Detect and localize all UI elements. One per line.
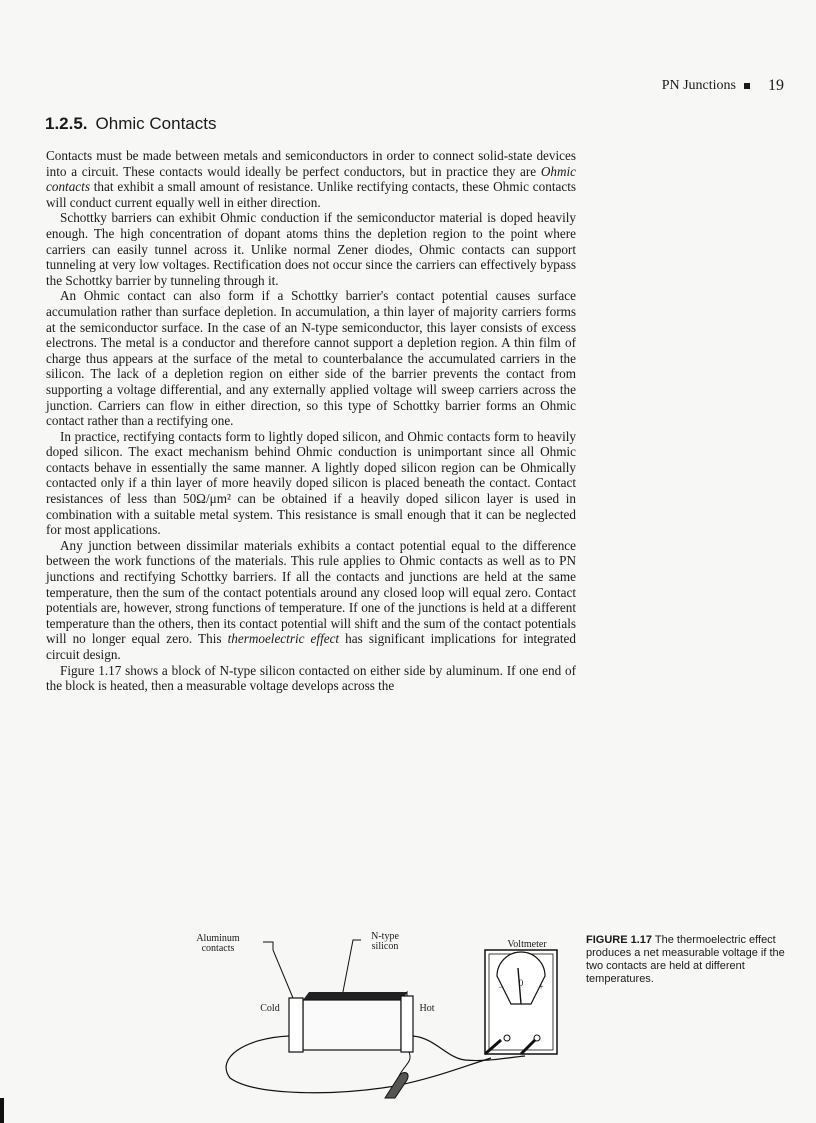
silicon-block-front [303, 1000, 401, 1050]
label-ntype-silicon [365, 932, 405, 952]
label-aluminum: Aluminum [196, 933, 240, 944]
section-number: 1.2.5. [45, 114, 88, 133]
body-text [46, 148, 576, 694]
paragraph-text: Contacts must be made between metals and semiconductors in order to connect solid-state devices into a circuit. These contacts would ideally be perfect conductors, but in practice they are [46, 148, 576, 179]
emphasized-term: Ohmic contacts [46, 163, 576, 195]
label-ntype: N-type [371, 931, 399, 942]
label-cold: Cold [260, 1003, 280, 1014]
paragraph-text: Figure 1.17 shows a block of N-type silicon contacted on either side by aluminum. If one end of the block is heated, then a measurable voltage develops across the [46, 662, 576, 694]
running-header [662, 77, 784, 95]
figure-caption [586, 934, 791, 986]
paragraph [46, 538, 576, 663]
paragraph-text: An Ohmic contact can also form if a Schottky barrier's contact potential causes surface accumulation rather than surface depletion. In accumulation, a thin layer of majority carriers forms at the semiconductor surface. In the case of an N-type semiconductor, this layer consists of excess electrons. The metal is a conductor and therefore cannot support a depletion region. A thin film of charge thus appears at the surface of the metal to counterbalance the accumulated carriers in the silicon. The lack of a depletion region on either side of the barrier prevents the contact from supporting a voltage differential, and any externally applied voltage will sweep carriers across the junction. Carriers can flow in either direction, so this type of Schottky barrier forms an Ohmic contact rather than a rectifying one. [46, 288, 576, 429]
left-contact [289, 998, 303, 1052]
paragraph [46, 288, 576, 428]
paragraph-text: In practice, rectifying contacts form to lightly doped silicon, and Ohmic contacts form to heavily doped silicon. The exact mechanism behind Ohmic conduction is unimportant since all Ohmic contacts behave in essentially the same manner. A lightly doped silicon region can be Ohmically contacted only if a thin layer of more heavily doped silicon is placed beneath the contact. Contact resistances of less than 50Ω/μm² can be obtained if a heavily doped silicon layer is used in combination with a suitable metal system. This resistance is small enough that it can be neglected for most applications. [46, 428, 576, 538]
page-number: 19 [768, 77, 784, 94]
paragraph-text: Any junction between dissimilar materials exhibits a contact potential equal to the difference between the work functions of the materials. This rule applies to Ohmic contacts as well as to PN junctions and rectifying Schottky barriers. If all the contacts and junctions are held at the same temperature, then the sum of the contact potentials around any closed loop will equal zero. Contact potentials are, however, strong functions of temperature. If one of the junctions is held at a different temperature than the others, then its contact potential will shift and the sum of the contact potentials will no longer equal zero. This [46, 537, 576, 647]
label-silicon: silicon [371, 941, 399, 952]
emphasized-term: thermoelectric effect [227, 631, 340, 647]
aluminum-leader [263, 942, 293, 998]
paragraph [46, 663, 576, 694]
silicon-block-top [303, 992, 407, 1000]
paragraph [46, 429, 576, 538]
square-bullet-icon [744, 83, 750, 89]
scan-edge-mark [0, 1098, 4, 1123]
meter-reading: 0 [518, 978, 524, 988]
label-hot: Hot [419, 1003, 435, 1014]
right-contact [401, 996, 413, 1052]
paragraph-text: has significant implications for integrated circuit design. [46, 631, 577, 662]
meter-plus: + [538, 982, 544, 992]
label-contacts: contacts [201, 943, 235, 954]
paragraph-text: Schottky barriers can exhibit Ohmic conduction if the semiconductor material is doped heavily enough. The high concentration of dopant atoms thins the depletion region to the point where carriers can easily tunnel across it. Unlike normal Zener diodes, Ohmic contacts can support tunneling at very low voltages. Rectification does not occur since the carriers can effectively bypass the Schottky barrier by tunneling through it. [46, 210, 576, 288]
paragraph-text: that exhibit a small amount of resistance. Unlike rectifying contacts, these Ohmic contacts will conduct current equally well in either direction. [46, 179, 576, 210]
heater-torch-icon [385, 1073, 408, 1098]
paragraph [46, 148, 576, 210]
section-title: Ohmic Contacts [95, 114, 217, 133]
label-voltmeter: Voltmeter [507, 939, 547, 950]
meter-minus: − [498, 982, 504, 992]
running-title: PN Junctions [661, 78, 736, 93]
caption-figure-id: FIGURE 1.17 [586, 934, 653, 946]
positive-terminal [504, 1035, 510, 1041]
label-aluminum-contacts [188, 934, 248, 954]
caption-text: The thermoelectric effect produces a net measurable voltage if the two contacts are held at different temperatures. [586, 934, 785, 985]
paragraph [46, 210, 576, 288]
section-heading [45, 114, 216, 134]
figure-thermoelectric [185, 928, 585, 1100]
